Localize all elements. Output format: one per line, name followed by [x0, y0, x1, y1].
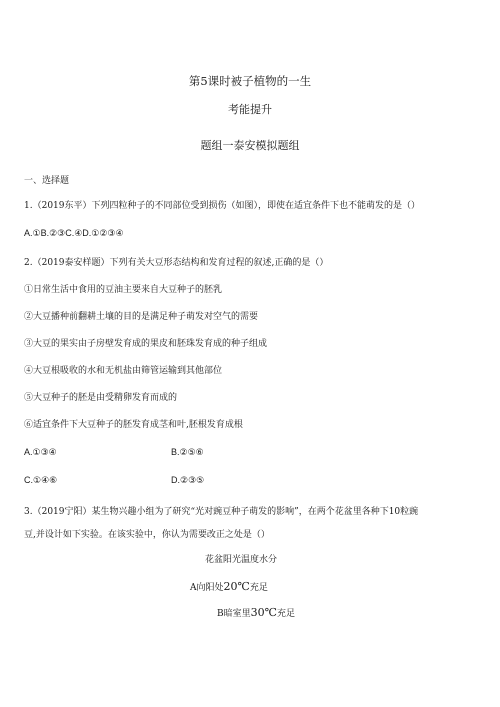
question-2-item: ①日常生活中食用的豆油主要来自大豆种子的胚乳 — [24, 285, 223, 295]
question-2-stem: 2.（2019泰安样题）下列有关大豆形态结构和发育过程的叙述,正确的是（） — [24, 258, 329, 268]
question-2-item: ④大豆根吸收的水和无机盐由筛管运输到其他部位 — [24, 366, 223, 376]
question-2-item: ⑥适宜条件下大豆种子的胚发育成茎和叶,胚根发育成根 — [24, 420, 243, 430]
row-a-temperature: 20℃ — [223, 580, 250, 593]
experiment-table-header: 花盆阳光温度水分 — [205, 555, 278, 565]
question-2-item: ③大豆的果实由子房壁发育成的果皮和胚珠发育成的种子组成 — [24, 339, 268, 349]
row-b-water: 充足 — [276, 609, 295, 619]
question-2-item: ⑤大豆种子的胚是由受精卵发育而成的 — [24, 393, 178, 403]
subtitle-kaoneng: 考能提升 — [228, 103, 272, 116]
question-2-option-d: D.②③⑤ — [171, 475, 205, 485]
question-1-stem: 1.（2019东平）下列四粒种子的不同部位受到损伤（如图），即使在适宜条件下也不能萌发的是（） — [24, 201, 420, 211]
question-3-stem-continued: 豆,并设计如下实验。在该实验中，你认为需要改正之处是（） — [24, 530, 270, 540]
question-2-option-c: C.①④⑥ — [24, 475, 58, 485]
subtitle-tizu: 题组一泰安模拟题组 — [200, 139, 300, 152]
page-title: 第5课时被子植物的一生 — [188, 74, 312, 88]
row-b-temperature: 30℃ — [250, 606, 277, 619]
question-2-option-a: A.①③④ — [24, 447, 57, 457]
section-heading: 一、选择题 — [24, 176, 70, 186]
experiment-row-b — [217, 607, 295, 620]
row-b-label: B暗室里 — [217, 609, 251, 619]
row-a-label: A向阳处 — [190, 583, 224, 593]
question-3-stem: 3.（2019宁阳）某生物兴趣小组为了研究“光对豌豆种子萌发的影响”，在两个花盆里各种下10粒豌 — [24, 507, 419, 517]
question-1-options: A.①B.②③C.④D.①②③④ — [24, 228, 124, 238]
row-a-water: 充足 — [249, 583, 268, 593]
question-2-item: ②大豆播种前翻耕土壤的目的是满足种子萌发对空气的需要 — [24, 312, 259, 322]
experiment-row-a — [190, 581, 268, 594]
question-2-option-b: B.②⑤⑥ — [171, 447, 204, 457]
